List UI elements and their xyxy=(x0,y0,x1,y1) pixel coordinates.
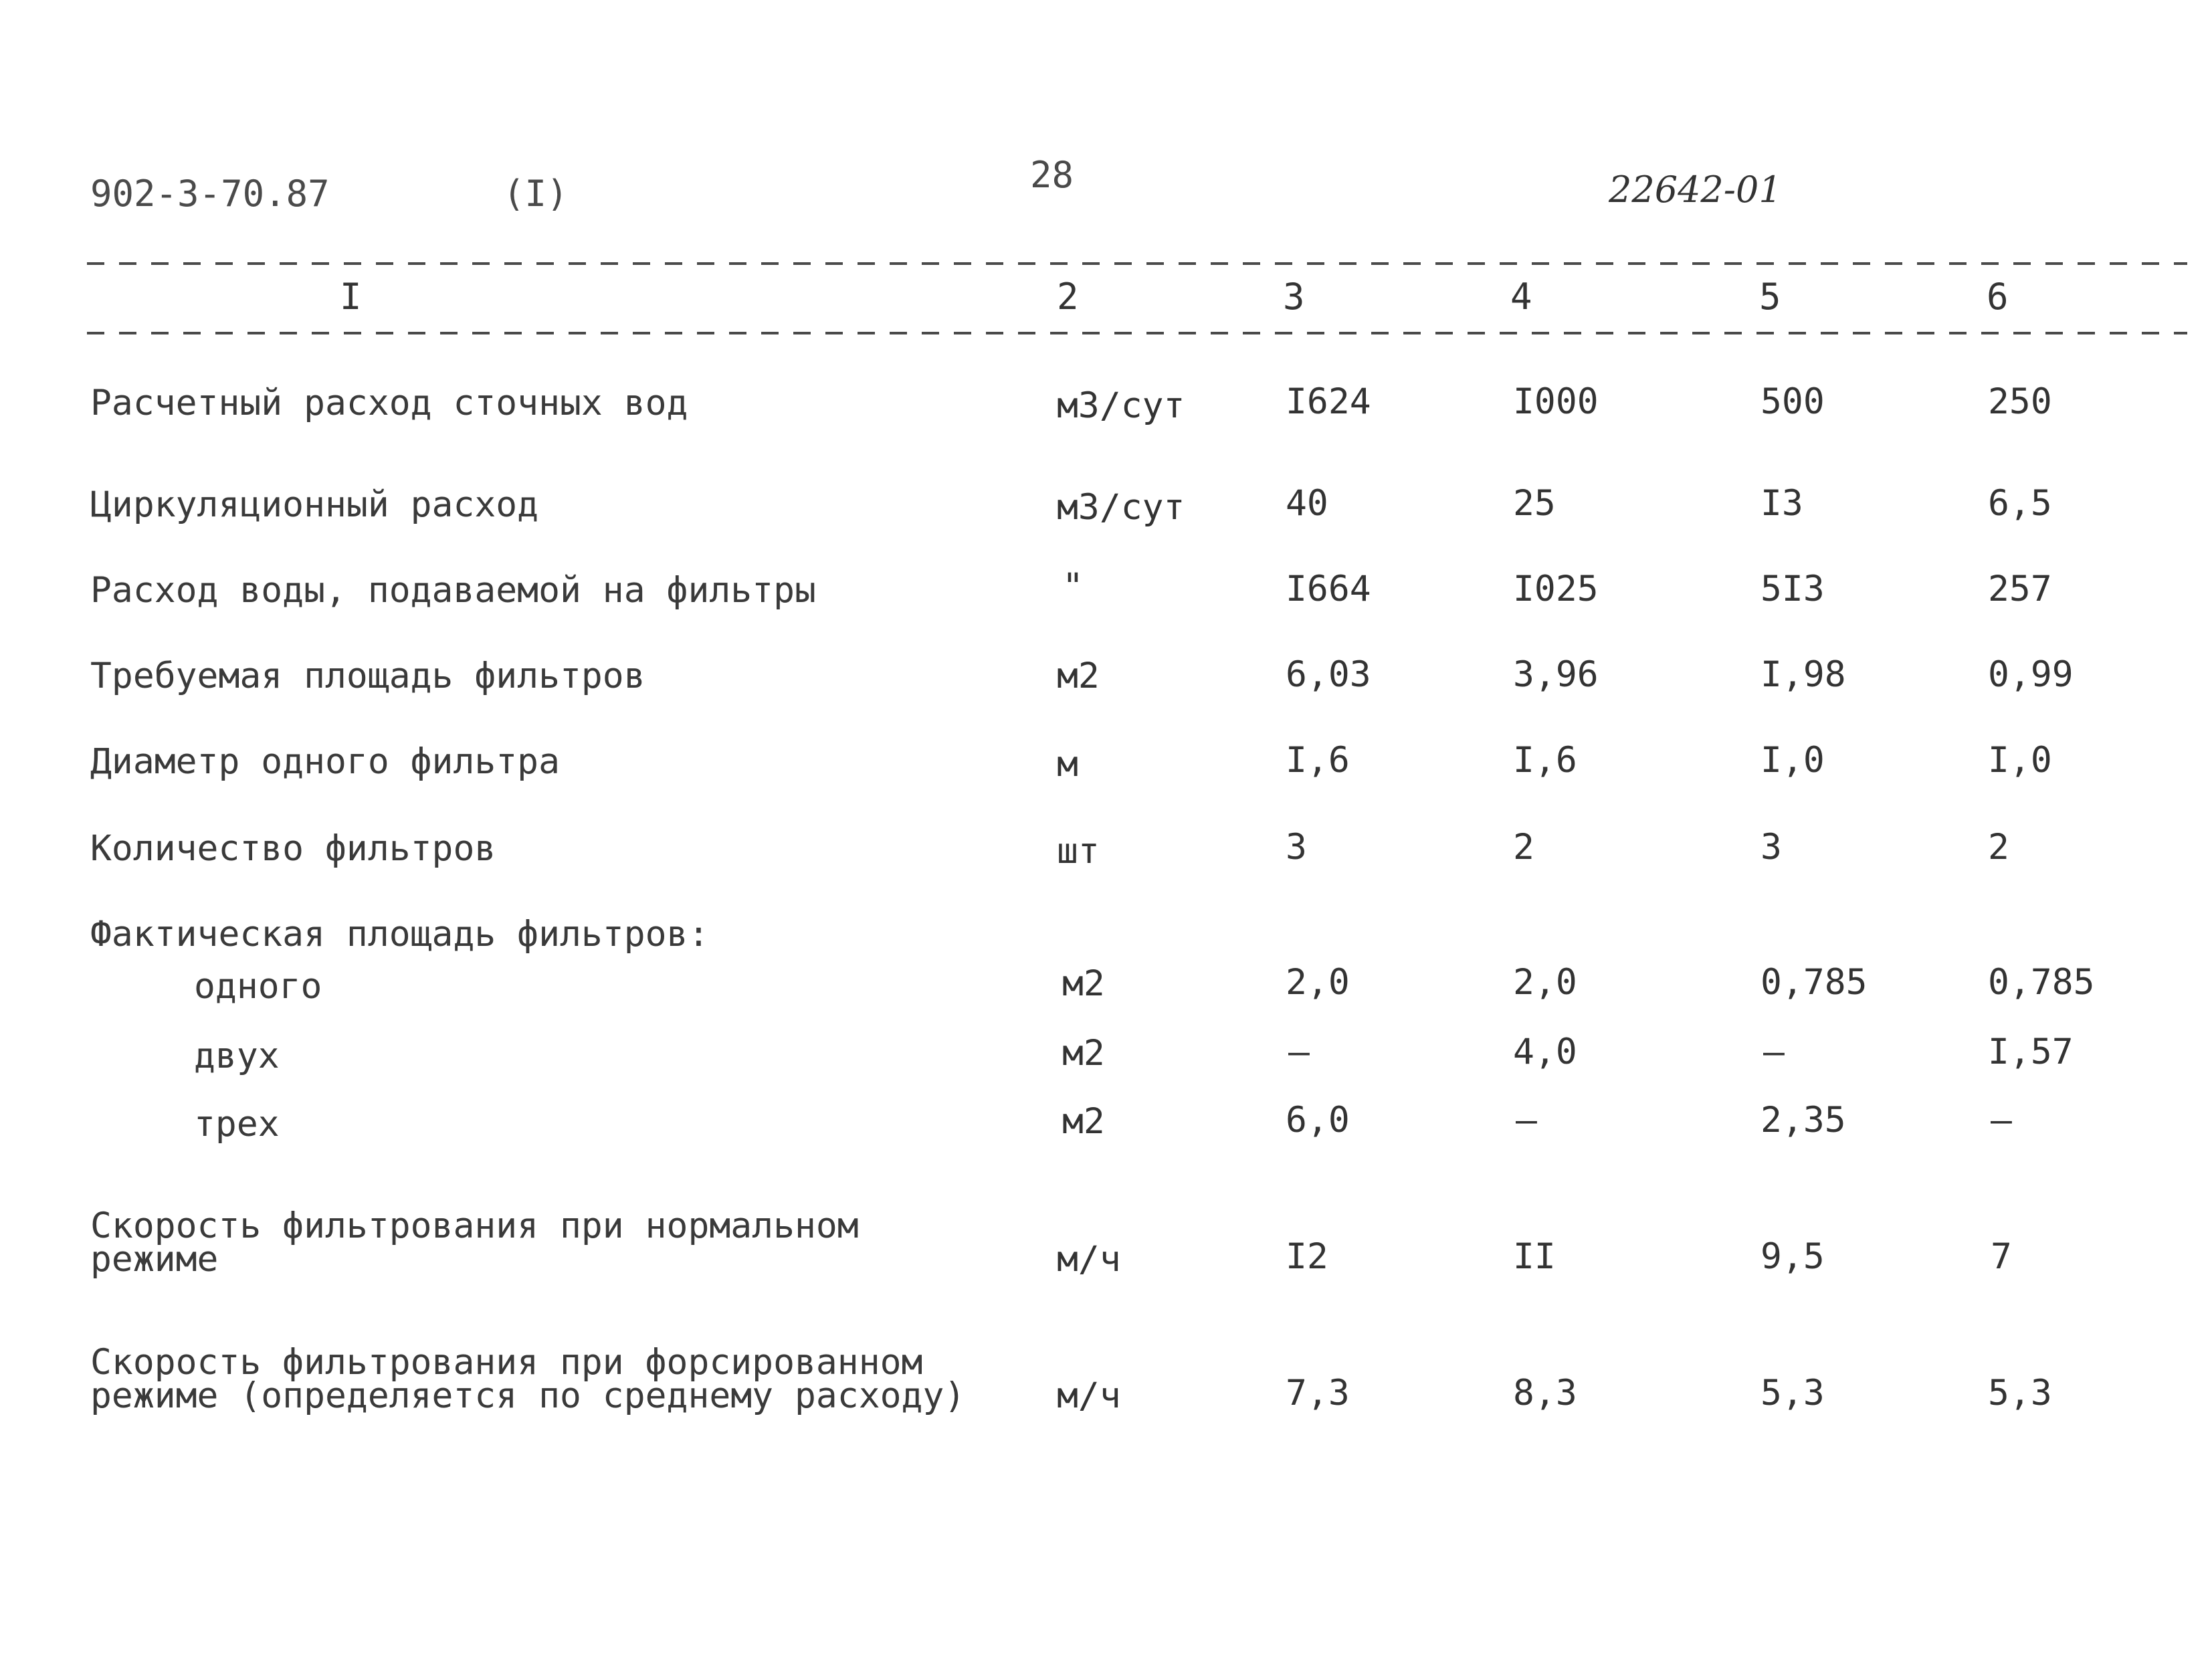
subrow-label-three: трех xyxy=(194,1104,280,1145)
document-code: 902-3-70.87 xyxy=(90,173,330,215)
table-cell: 3 xyxy=(1761,827,1782,868)
table-cell: I2 xyxy=(1286,1236,1328,1277)
row-unit: м2 xyxy=(1062,963,1105,1004)
table-cell: 9,5 xyxy=(1761,1236,1825,1277)
table-cell: 0,785 xyxy=(1988,962,2095,1003)
table-cell: I3 xyxy=(1761,483,1803,524)
table-cell: I,57 xyxy=(1988,1032,2074,1072)
table-cell: I,6 xyxy=(1286,740,1350,781)
row-label-line: Скорость фильтрования при форсированном xyxy=(90,1342,923,1383)
table-header-rule xyxy=(87,332,2187,334)
inventory-number: 22642-01 xyxy=(1609,169,1782,211)
row-label-forced-filtration-speed xyxy=(90,1342,966,1416)
table-cell: 2,0 xyxy=(1286,962,1350,1003)
part-number: (I) xyxy=(503,173,569,215)
column-number-3: 3 xyxy=(1283,276,1305,318)
row-label-line: Скорость фильтрования при нормальном xyxy=(90,1205,859,1246)
table-cell: – xyxy=(1516,1100,1537,1141)
table-cell: I664 xyxy=(1286,569,1371,609)
table-cell: 5I3 xyxy=(1761,569,1825,609)
row-label-required-filter-area: Требуемая площадь фильтров xyxy=(90,656,645,696)
row-unit: м/ч xyxy=(1057,1239,1121,1280)
table-cell: 6,0 xyxy=(1286,1100,1350,1141)
row-label-line: режиме (определяется по среднему расходу) xyxy=(90,1375,966,1416)
table-top-rule xyxy=(87,262,2187,265)
table-cell: 0,99 xyxy=(1988,654,2074,695)
group-label-actual-filter-area: Фактическая площадь фильтров: xyxy=(90,914,710,955)
table-cell: I,0 xyxy=(1761,740,1825,781)
row-unit: м2 xyxy=(1057,656,1100,696)
table-cell: 2 xyxy=(1988,827,2009,868)
row-label-line: режиме xyxy=(90,1239,219,1280)
subrow-label-two: двух xyxy=(194,1036,280,1076)
row-unit: м3/сут xyxy=(1057,385,1185,426)
row-unit: м xyxy=(1057,744,1078,785)
row-unit: м3/сут xyxy=(1057,487,1185,528)
row-unit: м2 xyxy=(1062,1101,1105,1142)
table-cell: – xyxy=(1288,1032,1310,1072)
column-number-4: 4 xyxy=(1510,276,1532,318)
table-cell: I000 xyxy=(1513,381,1599,422)
table-cell: 7 xyxy=(1991,1236,2012,1277)
subrow-label-one: одного xyxy=(194,966,322,1007)
column-number-1: I xyxy=(340,276,362,318)
table-cell: I624 xyxy=(1286,381,1371,422)
table-cell: 3 xyxy=(1286,827,1307,868)
table-cell: 6,03 xyxy=(1286,654,1371,695)
row-label-filter-feed-flow: Расход воды, подаваемой на фильтры xyxy=(90,570,816,611)
table-cell: 500 xyxy=(1761,381,1825,422)
table-cell: 2 xyxy=(1513,827,1534,868)
row-unit: шт xyxy=(1057,831,1100,872)
table-cell: 0,785 xyxy=(1761,962,1868,1003)
table-cell: 7,3 xyxy=(1286,1373,1350,1413)
row-label-filter-count: Количество фильтров xyxy=(90,828,496,869)
table-cell: – xyxy=(1991,1100,2012,1141)
table-cell: 8,3 xyxy=(1513,1373,1577,1413)
column-number-2: 2 xyxy=(1057,276,1079,318)
table-cell: I,6 xyxy=(1513,740,1577,781)
table-cell: 5,3 xyxy=(1988,1373,2052,1413)
table-cell: 6,5 xyxy=(1988,483,2052,524)
row-unit: м/ч xyxy=(1057,1375,1121,1416)
table-cell: I,98 xyxy=(1761,654,1846,695)
table-cell: I025 xyxy=(1513,569,1599,609)
table-cell: II xyxy=(1513,1236,1556,1277)
row-unit: " xyxy=(1062,566,1084,607)
table-cell: 2,0 xyxy=(1513,962,1577,1003)
table-cell: 5,3 xyxy=(1761,1373,1825,1413)
table-cell: 257 xyxy=(1988,569,2052,609)
table-cell: 250 xyxy=(1988,381,2052,422)
table-cell: 40 xyxy=(1286,483,1328,524)
row-label-filter-diameter: Диаметр одного фильтра xyxy=(90,741,560,782)
table-cell: 2,35 xyxy=(1761,1100,1846,1141)
row-unit: м2 xyxy=(1062,1033,1105,1074)
column-number-5: 5 xyxy=(1759,276,1781,318)
row-label-circulation-flow: Циркуляционный расход xyxy=(90,484,539,525)
row-label-design-flow: Расчетный расход сточных вод xyxy=(90,383,688,423)
table-cell: 4,0 xyxy=(1513,1032,1577,1072)
page-number: 28 xyxy=(1030,154,1074,196)
table-cell: 25 xyxy=(1513,483,1556,524)
table-cell: 3,96 xyxy=(1513,654,1599,695)
table-cell: I,0 xyxy=(1988,740,2052,781)
row-label-normal-filtration-speed xyxy=(90,1205,859,1280)
column-number-6: 6 xyxy=(1987,276,2009,318)
table-cell: – xyxy=(1763,1032,1785,1072)
